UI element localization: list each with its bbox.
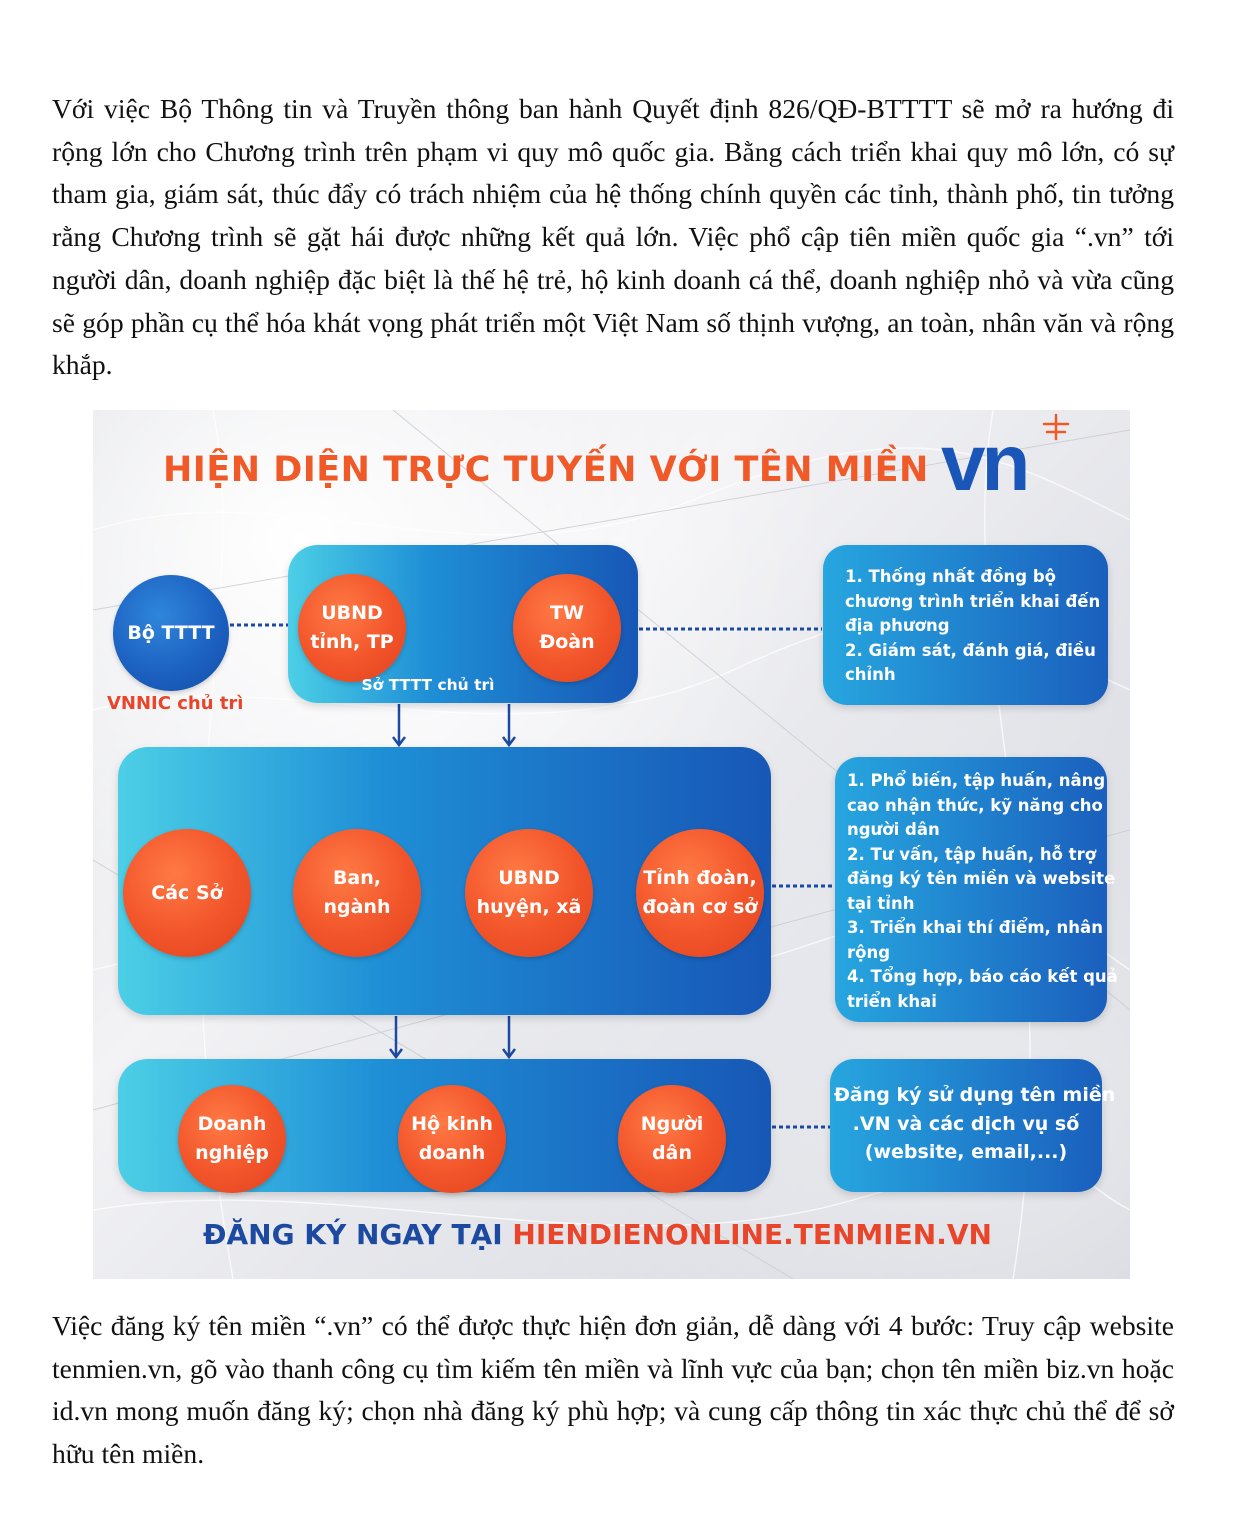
top-tasks-box: 1. Thống nhất đồng bộ chương trình triển khai đến địa phương 2. Giám sát, đánh giá, điều chỉnh	[823, 545, 1108, 705]
tinh-doan-node: Tỉnh đoàn, đoàn cơ sở	[636, 829, 764, 957]
cta-url: HIENDIENONLINE.TENMIEN.VN	[512, 1218, 992, 1251]
vn-domain-infographic	[93, 410, 1130, 1279]
nguoi-dan-node: Người dân	[618, 1085, 726, 1193]
doanh-nghiep-node: Doanh nghiệp	[178, 1085, 286, 1193]
ubnd-huyen-node: UBND huyện, xã	[465, 829, 593, 957]
middle-tasks-box: 1. Phổ biến, tập huấn, nâng cao nhận thức, kỹ năng cho người dân 2. Tư vấn, tập huấn, hỗ trợ đăng ký tên miền và website tại tỉnh 3. Triển khai thí điểm, nhân rộng 4. Tổng hợp, báo cáo kết quả triển khai	[835, 757, 1107, 1022]
ubnd-tinh-node: UBND tỉnh, TP	[298, 574, 406, 682]
registration-paragraph: Việc đăng ký tên miền “.vn” có thể được thực hiện đơn giản, dễ dàng với 4 bước: Truy cập website tenmien.vn, gõ vào thanh công cụ tìm kiếm tên miền và lĩnh vực của bạn; chọn tên miền biz.vn hoặc id.vn mong muốn đăng ký; chọn nhà đăng ký phù hợp; và cung cấp thông tin xác thực chủ thể để sở hữu tên miền.	[52, 1310, 1174, 1470]
infographic-title: HIỆN DIỆN TRỰC TUYẾN VỚI TÊN MIỀN	[163, 450, 929, 490]
cta-prefix: ĐĂNG KÝ NGAY TẠI	[203, 1218, 513, 1251]
bo-tttt-node: Bộ TTTT	[113, 575, 229, 691]
ho-kinh-doanh-node: Hộ kinh doanh	[398, 1085, 506, 1193]
so-tttt-label: Sở TTTT chủ trì	[361, 676, 495, 694]
vnnic-label: VNNIC chủ trì	[107, 693, 244, 714]
vn-logo-text: vn	[941, 418, 1027, 507]
intro-paragraph: Với việc Bộ Thông tin và Truyền thông ban hành Quyết định 826/QĐ-BTTTT sẽ mở ra hướng đi rộng lớn cho Chương trình trên phạm vi quy mô quốc gia. Bằng cách triển khai quy mô lớn, có sự tham gia, giám sát, thúc đẩy có trách nhiệm của hệ thống chính quyền các tỉnh, thành phố, tin tưởng rằng Chương trình sẽ gặt hái được những kết quả lớn. Việc phổ cập tiên miền quốc gia “.vn” tới người dân, doanh nghiệp đặc biệt là thế hệ trẻ, hộ kinh doanh cá thể, doanh nghiệp nhỏ và vừa cũng sẽ góp phần cụ thể hóa khát vọng phát triển một Việt Nam số thịnh vượng, an toàn, nhân văn và rộng khắp.	[52, 93, 1174, 381]
cac-so-node: Các Sở	[123, 829, 251, 957]
bottom-tasks-box: Đăng ký sử dụng tên miền .VN và các dịch vụ số (website, email,...)	[830, 1059, 1102, 1192]
ban-nganh-node: Ban, ngành	[293, 829, 421, 957]
tw-doan-node: TW Đoàn	[513, 574, 621, 682]
register-cta	[93, 1218, 992, 1251]
